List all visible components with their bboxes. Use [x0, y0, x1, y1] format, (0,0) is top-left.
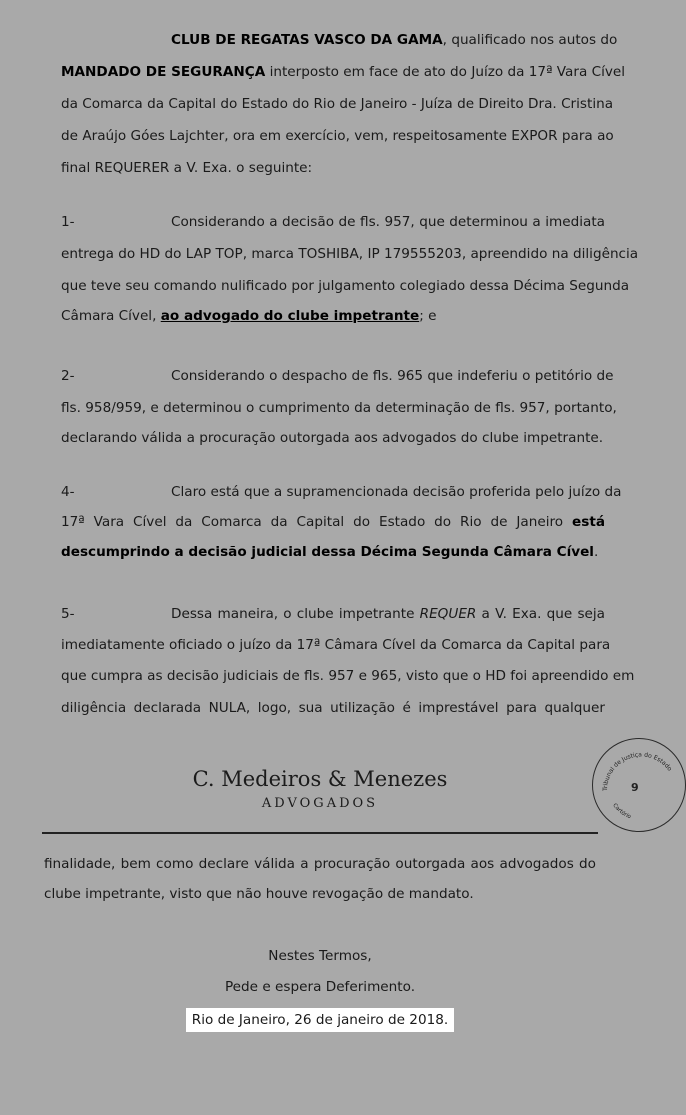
p5-line-4: diligência declarada NULA, logo, sua utilização é imprestável para qualquer	[61, 700, 605, 716]
p4-line-3: descumprindo a decisão judicial dessa Décima Segunda Câmara Cível.	[61, 544, 599, 560]
stamp-page-number: 9	[631, 781, 639, 794]
p1-line-2: entrega do HD do LAP TOP, marca TOSHIBA, IP 179555203, apreendido na diligência	[61, 246, 639, 262]
p2-line-1: Considerando o despacho de fls. 965 que indeferiu o petitório de	[171, 368, 614, 384]
p5-line-1: Dessa maneira, o clube impetrante REQUER a V. Exa. que seja	[171, 606, 605, 622]
stamp-top-text: Tribunal de Justiça do Estado	[601, 751, 674, 792]
p5-line-3: que cumpra as decisão judiciais de fls. 957 e 965, visto que o HD foi apreendido em	[61, 668, 635, 684]
p1-number: 1-	[61, 214, 75, 230]
p1-line-4: Câmara Cível, ao advogado do clube impetrante; e	[61, 308, 437, 324]
p2-number: 2-	[61, 368, 75, 384]
cont-line-2: clube impetrante, visto que não houve revogação de mandato.	[44, 886, 474, 902]
org-name: CLUB DE REGATAS VASCO DA GAMA	[171, 32, 443, 48]
firm-name: C. Medeiros & Menezes	[192, 767, 448, 791]
svg-text:Cartório	[611, 803, 632, 821]
p1-line-3: que teve seu comando nulificado por julgamento colegiado dessa Décima Segunda	[61, 278, 630, 294]
intro-line-5: final REQUERER a V. Exa. o seguinte:	[61, 160, 313, 176]
firm-subtitle: ADVOGADOS	[261, 796, 379, 811]
court-stamp	[592, 738, 686, 832]
stamp-seal-icon	[593, 739, 685, 831]
intro-line-2: MANDADO DE SEGURANÇA interposto em face de ato do Juízo da 17ª Vara Cível	[61, 64, 626, 80]
intro-line-4: de Araújo Góes Lajchter, ora em exercício, vem, respeitosamente EXPOR para ao	[61, 128, 614, 144]
p4-line-2: 17ª Vara Cível da Comarca da Capital do Estado do Rio de Janeiro está	[61, 514, 605, 530]
noncompliance-highlight: descumprindo a decisão judicial dessa Décima Segunda Câmara Cível	[61, 544, 594, 560]
p4-number: 4-	[61, 484, 75, 500]
intro-line-3: da Comarca da Capital do Estado do Rio de Janeiro - Juíza de Direito Dra. Cristina	[61, 96, 614, 112]
p2-line-2: fls. 958/959, e determinou o cumprimento da determinação de fls. 957, portanto,	[61, 400, 617, 416]
closing-date: Rio de Janeiro, 26 de janeiro de 2018.	[186, 1008, 454, 1032]
closing-terms: Nestes Termos,	[268, 948, 372, 964]
p1-line-1: Considerando a decisão de fls. 957, que determinou a imediata	[171, 214, 605, 230]
p5-line-2: imediatamente oficiado o juízo da 17ª Câmara Cível da Comarca da Capital para	[61, 637, 611, 653]
intro-line-1: CLUB DE REGATAS VASCO DA GAMA, qualificado nos autos do	[171, 32, 618, 48]
stamp-bottom-text: Cartório	[611, 802, 632, 821]
p4-line-1: Claro está que a supramencionada decisão proferida pelo juízo da	[171, 484, 622, 500]
p5-number: 5-	[61, 606, 75, 622]
closing-request: Pede e espera Deferimento.	[224, 979, 416, 995]
lawyer-highlight: ao advogado do clube impetrante	[160, 308, 420, 324]
closing-date-row	[0, 1008, 640, 1032]
p2-line-3: declarando válida a procuração outorgada aos advogados do clube impetrante.	[61, 430, 604, 446]
action-type: MANDADO DE SEGURANÇA	[61, 64, 266, 80]
cont-line-1: finalidade, bem como declare válida a procuração outorgada aos advogados do	[44, 856, 596, 872]
footer-rule	[42, 832, 598, 834]
